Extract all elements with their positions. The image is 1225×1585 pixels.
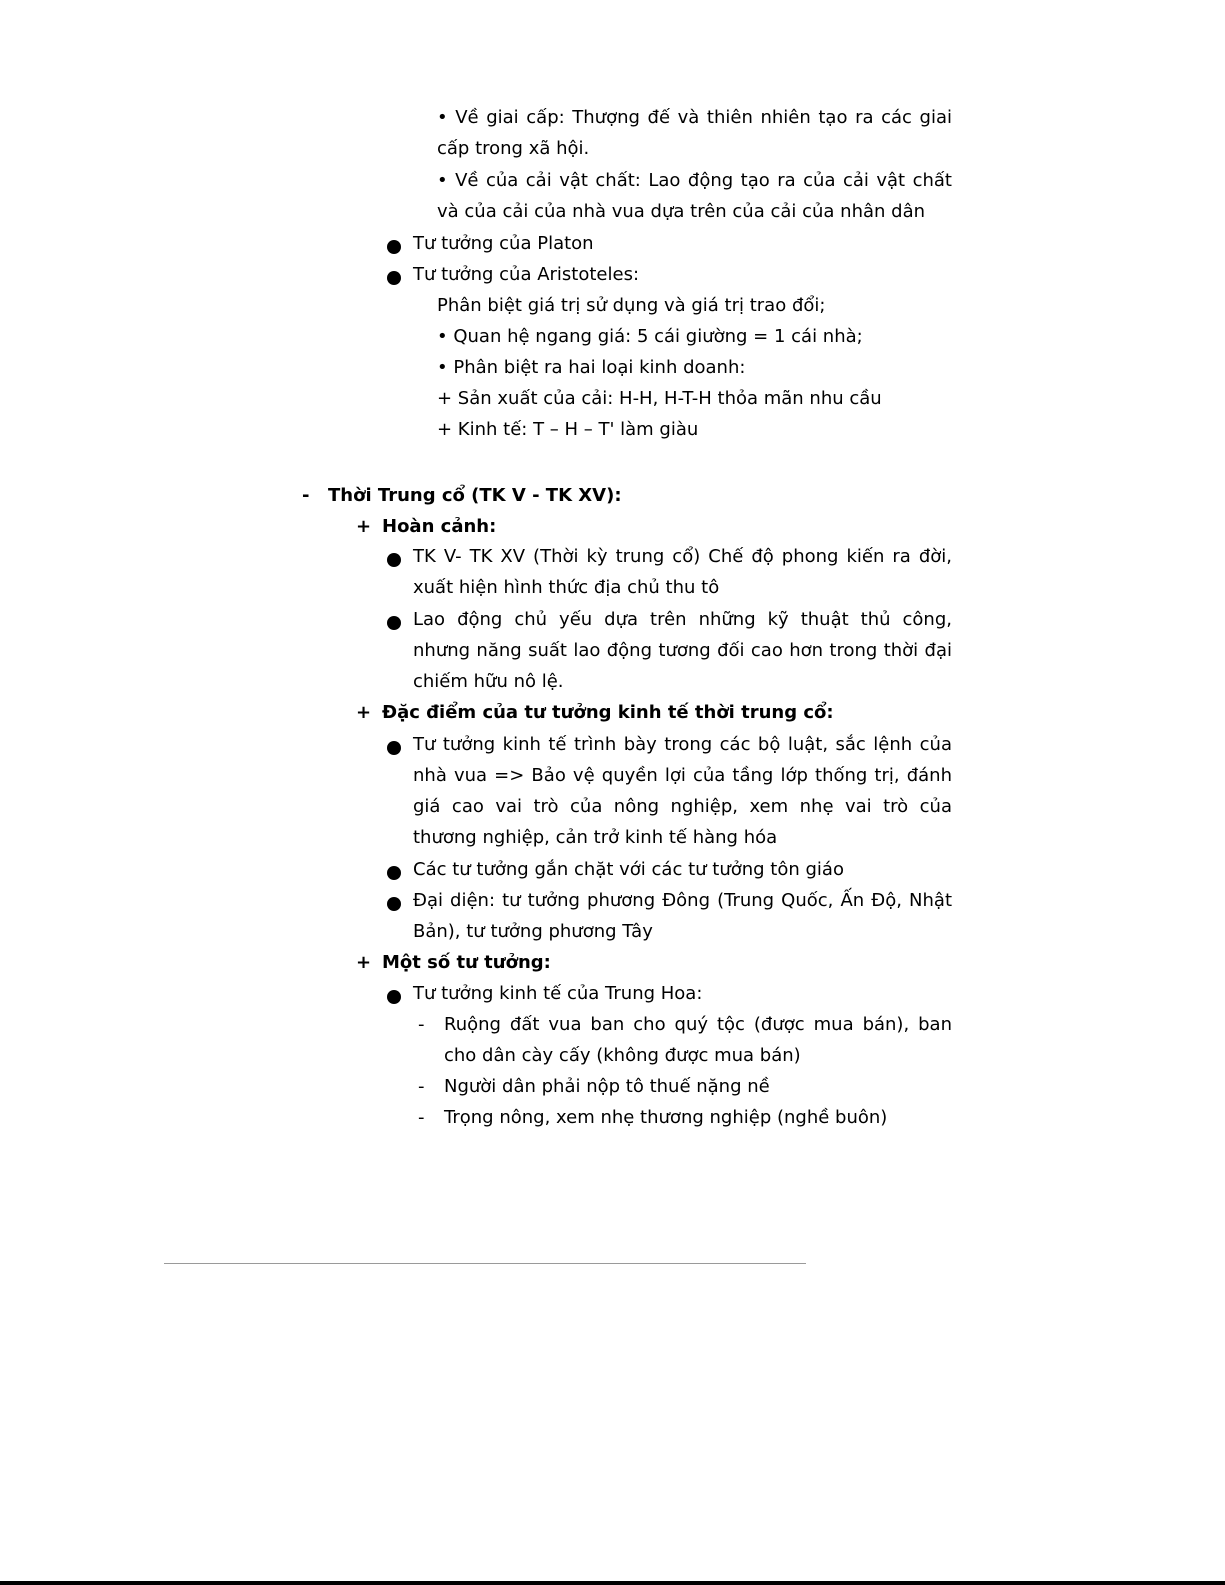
dac-diem-b1-cont: giá cao vai trò của nông nghiệp, xem nhẹ vai trò của: [413, 796, 952, 817]
sub-dash: -: [418, 1107, 425, 1128]
dac-diem-b2: Các tư tưởng gắn chặt với các tư tưởng tôn giáo: [413, 859, 844, 880]
hoan-canh-b2-cont: chiếm hữu nô lệ.: [413, 671, 564, 692]
dac-diem-b1-cont: nhà vua => Bảo vệ quyền lợi của tầng lớp thống trị, đánh: [413, 765, 952, 786]
dac-diem-b3-cont: Bản), tư tưởng phương Tây: [413, 921, 653, 942]
wealth-line: • Về của cải vật chất: Lao động tạo ra của cải vật chất: [437, 170, 952, 191]
sub-dash: -: [418, 1076, 425, 1097]
trung-hoa-item: Tư tưởng kinh tế của Trung Hoa:: [413, 983, 703, 1004]
bullet-icon: [387, 897, 401, 911]
dac-diem-b1: Tư tưởng kinh tế trình bày trong các bộ luật, sắc lệnh của: [413, 734, 952, 755]
hoan-canh-b1: TK V- TK XV (Thời kỳ trung cổ) Chế độ phong kiến ra đời,: [413, 546, 952, 567]
bullet-icon: [387, 240, 401, 254]
plus-marker: +: [356, 952, 372, 973]
dac-diem-b3: Đại diện: tư tưởng phương Đông (Trung Quốc, Ấn Độ, Nhật: [413, 890, 952, 911]
bullet-icon: [387, 741, 401, 755]
section-title: Thời Trung cổ (TK V - TK XV):: [328, 485, 622, 506]
aristoteles-line: + Kinh tế: T – H – T' làm giàu: [437, 419, 699, 440]
sub-item-cont: cho dân cày cấy (không được mua bán): [444, 1045, 801, 1066]
sub-item: Người dân phải nộp tô thuế nặng nề: [444, 1076, 770, 1097]
aristoteles-line: + Sản xuất của cải: H-H, H-T-H thỏa mãn nhu cầu: [437, 388, 882, 409]
dac-diem-heading: Đặc điểm của tư tưởng kinh tế thời trung cổ:: [382, 702, 834, 723]
aristoteles-line: • Phân biệt ra hai loại kinh doanh:: [437, 357, 746, 378]
plus-marker: +: [356, 702, 372, 723]
bullet-icon: [387, 271, 401, 285]
bullet-icon: [387, 990, 401, 1004]
bullet-icon: [387, 866, 401, 880]
footnote-separator: [164, 1263, 806, 1264]
class-line-cont: cấp trong xã hội.: [437, 138, 590, 159]
aristoteles-item: Tư tưởng của Aristoteles:: [413, 264, 640, 285]
hoan-canh-heading: Hoàn cảnh:: [382, 516, 497, 537]
dac-diem-b1-cont: thương nghiệp, cản trở kinh tế hàng hóa: [413, 827, 778, 848]
class-line: • Về giai cấp: Thượng đế và thiên nhiên tạo ra các giai: [437, 107, 952, 128]
wealth-line-cont: và của cải của nhà vua dựa trên của cải của nhân dân: [437, 201, 926, 222]
sub-item: Trọng nông, xem nhẹ thương nghiệp (nghề buôn): [444, 1107, 888, 1128]
page-bottom-edge: [0, 1581, 1225, 1585]
hoan-canh-b1-cont: xuất hiện hình thức địa chủ thu tô: [413, 577, 720, 598]
sub-item: Ruộng đất vua ban cho quý tộc (được mua bán), ban: [444, 1014, 952, 1035]
aristoteles-line: Phân biệt giá trị sử dụng và giá trị trao đổi;: [437, 295, 826, 316]
mot-so-heading: Một số tư tưởng:: [382, 952, 551, 973]
section-dash: -: [302, 485, 310, 506]
hoan-canh-b2-cont: nhưng năng suất lao động tương đối cao hơn trong thời đại: [413, 640, 952, 661]
bullet-icon: [387, 616, 401, 630]
platon-item: Tư tưởng của Platon: [413, 233, 594, 254]
bullet-icon: [387, 553, 401, 567]
hoan-canh-b2: Lao động chủ yếu dựa trên những kỹ thuật thủ công,: [413, 609, 952, 630]
plus-marker: +: [356, 516, 372, 537]
sub-dash: -: [418, 1014, 425, 1035]
aristoteles-line: • Quan hệ ngang giá: 5 cái giường = 1 cái nhà;: [437, 326, 863, 347]
